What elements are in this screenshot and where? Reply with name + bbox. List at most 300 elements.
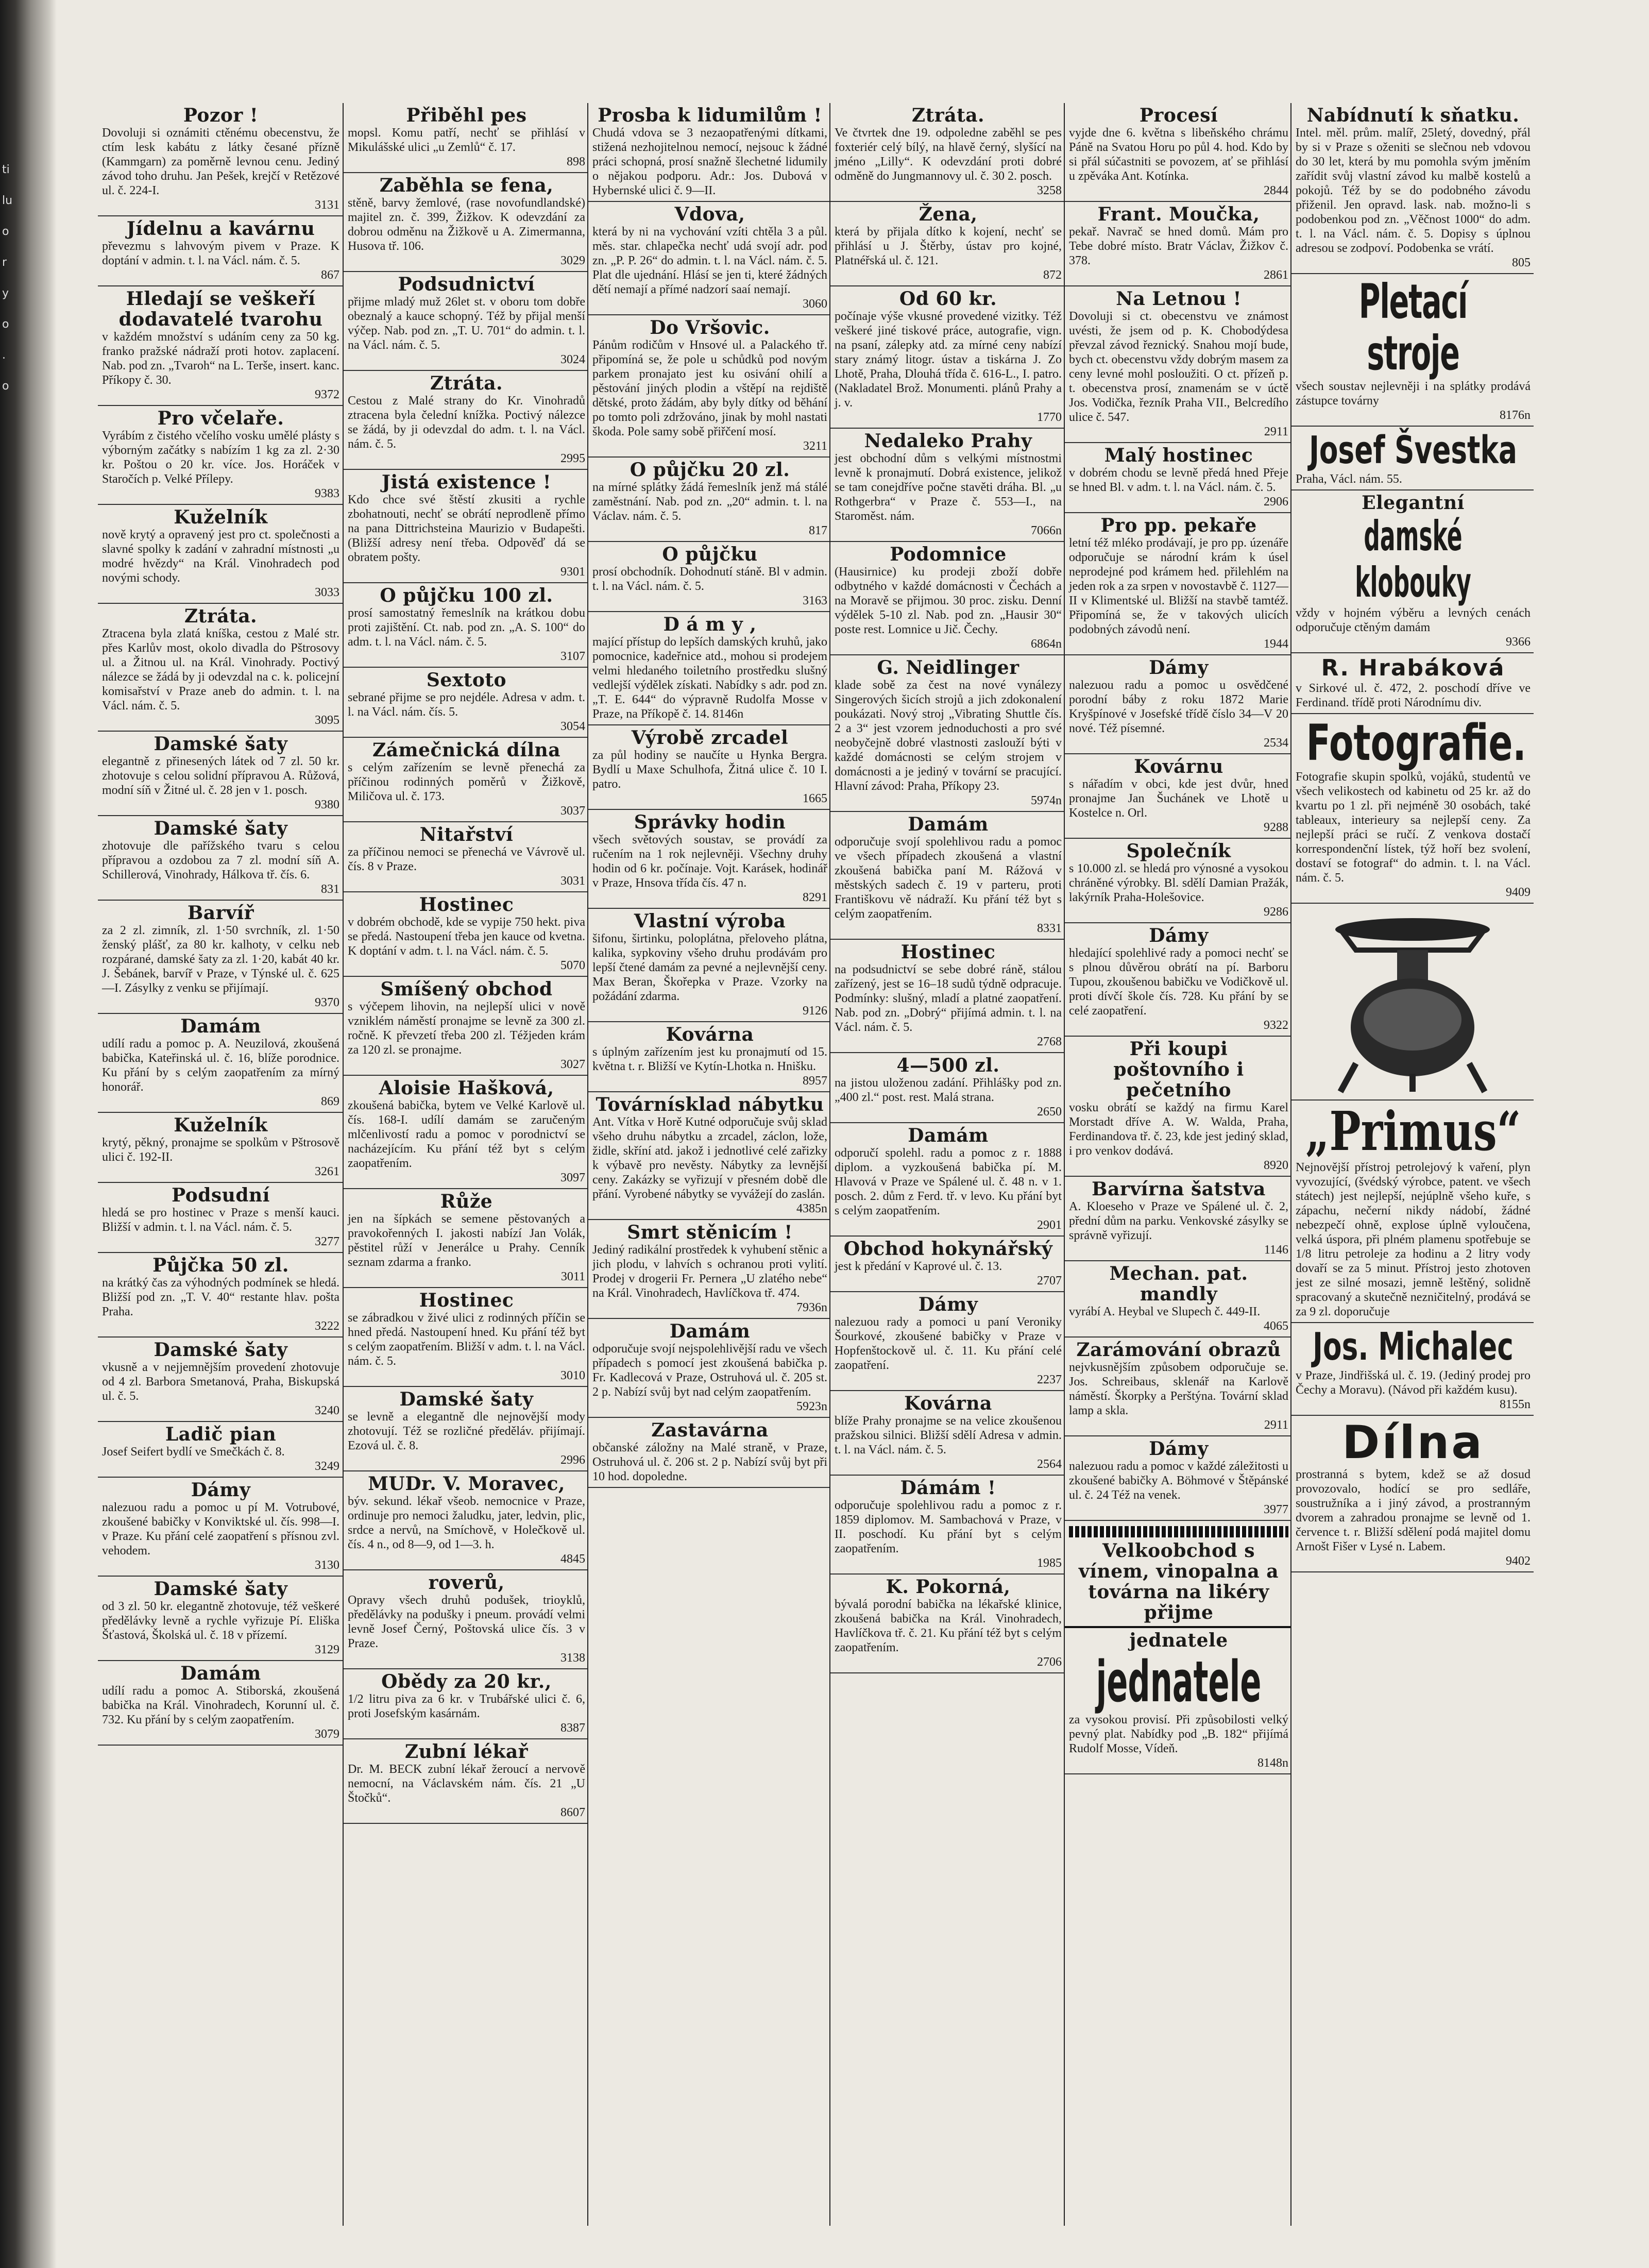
ad-heading: Damské šaty bbox=[154, 818, 288, 839]
ad-reference-number: 3258 bbox=[1037, 184, 1062, 197]
ad-reference-number: 8607 bbox=[560, 1806, 585, 1819]
classified-ad bbox=[830, 1391, 1065, 1476]
ad-reference-number: 8148n bbox=[1257, 1756, 1288, 1770]
ad-reference-number: 9301 bbox=[560, 565, 585, 579]
ad-reference-number: 1944 bbox=[1264, 637, 1288, 651]
ad-heading: Damám bbox=[908, 814, 989, 835]
ad-column-5 bbox=[1064, 103, 1291, 2226]
classified-ad bbox=[98, 1113, 343, 1183]
classified-ad bbox=[588, 1418, 830, 1488]
ad-heading: Barvírna šatstva bbox=[1092, 1178, 1266, 1200]
ad-body: Dr. M. BECK zubní lékař žeroucí a nervově nemocní, na Václavském nám. čís. 21 „U Štočků“. bbox=[348, 1763, 585, 1805]
ad-heading: Smrt stěnicím ! bbox=[627, 1222, 793, 1243]
ad-heading: Kovárna bbox=[904, 1393, 992, 1414]
ad-heading: Dámy bbox=[1149, 1438, 1209, 1460]
classified-ad bbox=[588, 1319, 830, 1418]
classified-ad bbox=[830, 940, 1065, 1053]
ad-heading: Obchod hokynářský bbox=[843, 1238, 1053, 1260]
ad-reference-number: 9126 bbox=[803, 1004, 827, 1018]
ad-body: Ve čtvrtek dne 19. odpoledne zaběhl se pes foxteriér celý bílý, na hlavě černý, slyšící na jméno „Lilly“. K odevzdání proti dobré odměně do Jungmannovy ul. č. 30 2. posch. bbox=[835, 126, 1062, 183]
ad-reference-number: 8176n bbox=[1500, 409, 1531, 422]
ad-body: občanské záložny na Malé straně, v Praze, Ostruhová ul. č. 206 st. 2 p. Nabízí svůj byt při 10 hod. dopoledne. bbox=[592, 1441, 827, 1483]
classified-ad bbox=[98, 286, 343, 406]
classified-ad bbox=[588, 810, 830, 909]
ad-body: zhotovuje dle pařížského tvaru s celou přípravou a ozdobou za 7 zl. modní síň A. Schillerová, Vinohrady, Hálkova tř. čís. 6. bbox=[102, 839, 339, 882]
ad-reference-number: 8957 bbox=[803, 1074, 827, 1088]
ad-reference-number: 9366 bbox=[1506, 635, 1531, 649]
ad-body: odporučí spolehl. radu a pomoc z r. 1888 diplom. a vyzkoušená babička pí. M. Hlavová v Praze ve Spálené ul. č. 48 n. v 1. posch. 2. dům z Ferd. tř. v levo. Ku přání byt s celým zaopatřením. bbox=[835, 1146, 1062, 1217]
ad-body: Intel. měl. prům. malíř, 25letý, dovedný, přál by si v Praze s oženiti se slečnou neb vdovou do 30 let, která by mu pomohla svým jměním zařídit svůj vlastní závod ku malbě kostelů a pokojů. Též by se do podobného závodu přiženil. Jen opravd. lask. nab. možno-li s podobenkou pod zn. „Věčnost 1000“ do adm. t. l. na Václ. nám. č. 5. Dopisy s úplnou adresou se zodpoví. Podobenka se vrátí. bbox=[1296, 126, 1531, 255]
classified-ad bbox=[98, 1577, 343, 1661]
classified-ad bbox=[588, 542, 830, 612]
ad-body: prosí samostatný řemeslník na krátkou dobu proti zajištění. Ct. nab. pod zn. „A. S. 100“ do adm. t. l. na Václ. nám. č. 5. bbox=[348, 606, 585, 649]
ad-body: s úplným zařízením jest ku pronajmutí od 15. května t. r. Bližší ve Kytín-Lhotka n. Hnišku. bbox=[592, 1045, 827, 1073]
classified-ad bbox=[830, 1053, 1065, 1123]
ad-body: na podsudnictví se sebe dobré ráně, stálou zařízený, jest se 16–18 sudů týdně odpracuje. Podmínky: slušný, mladí a platné zaopatření. Nab. pod zn. „Dobrý“ přijímá admin. t. l. na Václ. nám. č. 5. bbox=[835, 963, 1062, 1034]
ad-reference-number: 9286 bbox=[1264, 905, 1288, 919]
classified-ad bbox=[1291, 1416, 1534, 1572]
ad-reference-number: 3031 bbox=[560, 874, 585, 888]
classified-ad bbox=[1065, 1261, 1291, 1338]
ad-heading: Pro pp. pekaře bbox=[1100, 515, 1257, 536]
ad-heading: Damám bbox=[669, 1321, 751, 1342]
ad-reference-number: 3027 bbox=[560, 1058, 585, 1071]
classified-ad bbox=[1065, 1338, 1291, 1436]
ad-heading: O půjčku 100 zl. bbox=[380, 585, 553, 606]
ad-reference-number: 869 bbox=[321, 1095, 339, 1108]
ad-heading: Dámy bbox=[1149, 657, 1209, 679]
ad-heading: Dámy bbox=[1149, 925, 1209, 946]
ad-heading: Mechan. pat. mandly bbox=[1109, 1263, 1248, 1305]
ad-heading: Kuželník bbox=[174, 1114, 268, 1136]
ad-body: Dovoluji si ct. obecenstvu ve známost uvésti, že jsem od p. K. Chobodýdesa převzal závod řeznický. Snahou mojí bude, bych ct. obecenstvu vždy dobrým masem za ceny levné mohl posloužiti. O ct. přízeň p. t. obecenstva prosí, znamenám se v úctě Jos. Vodička, řezník Praha VII., Belcredího ulice č. 547. bbox=[1069, 310, 1288, 424]
ad-reference-number: 2237 bbox=[1037, 1373, 1062, 1386]
ad-heading: Ztráta. bbox=[430, 373, 503, 394]
ad-body: Josef Seifert bydlí ve Smečkách č. 8. bbox=[102, 1445, 285, 1459]
ad-heading: Kovárna bbox=[666, 1024, 754, 1045]
ad-heading: Hledají se veškeří dodavatelé tvarohu bbox=[118, 288, 323, 330]
classified-ad bbox=[98, 901, 343, 1014]
ad-reference-number: 3211 bbox=[803, 439, 827, 453]
ad-column-6 bbox=[1290, 103, 1534, 2226]
ad-heading: Prosba k lidumilům ! bbox=[598, 105, 822, 126]
ad-body: vždy v hojném výběru a levných cenách odporučuje ctěným damám bbox=[1296, 606, 1531, 634]
ad-heading: Půjčka 50 zl. bbox=[152, 1255, 289, 1276]
ad-display-heading: Jos. Michalec bbox=[1313, 1325, 1514, 1369]
ad-reference-number: 9370 bbox=[315, 996, 339, 1009]
ad-heading: O půjčku bbox=[662, 544, 758, 565]
ad-body: na krátký čas za výhodných podmínek se hledá. Bližší pod zn. „T. V. 40“ restante hlav. pošta Praha. bbox=[102, 1276, 339, 1318]
ad-body: blíže Prahy pronajme se na velice zkoušenou pražskou silnici. Bližší sdělí Adresa v admin. t. l. na Václ. nám. č. 5. bbox=[835, 1414, 1062, 1457]
ad-reference-number: 9402 bbox=[1506, 1554, 1531, 1568]
ad-heading: Obědy za 20 kr., bbox=[381, 1671, 552, 1692]
ad-reference-number: 3011 bbox=[560, 1270, 585, 1283]
ad-display-heading: Dílna bbox=[1342, 1416, 1484, 1469]
classified-ad bbox=[588, 458, 830, 542]
classified-ad bbox=[1065, 202, 1291, 286]
ad-body: vyrábí A. Heybal ve Slupech č. 449-II. bbox=[1069, 1305, 1261, 1318]
ad-heading: Podsudnictví bbox=[398, 274, 535, 295]
ad-body: A. Kloeseho v Praze ve Spálené ul. č. 2, přední dům na parku. Venkovské zásylky se správně vyřizují. bbox=[1069, 1200, 1288, 1242]
classified-ad bbox=[344, 892, 588, 977]
classified-ad bbox=[1291, 103, 1534, 274]
ad-display-heading: Pletací stroje bbox=[1358, 274, 1468, 381]
classified-ad bbox=[588, 315, 830, 458]
ad-body: za 2 zl. zimník, zl. 1·50 svrchník, zl. 1·50 ženský plášť, za 80 kr. kalhoty, v celku neb rozpárané, damské šaty za zl. 1·20, kabát 40 kr. J. Šebánek, barvíř v Praze, v Týnské ul. č. 625—I. Zásylky z venku se přijímají. bbox=[102, 924, 339, 995]
classified-ad bbox=[1291, 427, 1534, 490]
ad-heading: Zastavárna bbox=[651, 1419, 769, 1441]
ad-heading: Společník bbox=[1126, 840, 1231, 862]
classified-ad bbox=[1065, 1436, 1291, 1521]
ad-reference-number: 4065 bbox=[1264, 1319, 1288, 1333]
ad-body: klade sobě za čest na nové vynálezy Singerových šicích strojů a jich zdokonalení poukázati. Nový stroj „Vibrating Shuttle čís. 2 a 3“ jest vzorem jednoduchosti a pro své neobyčejně dobré vlastnosti zaslouží býti v každé domácnosti se celým strojem v domácnosti a je jediný v tovární se pracující. Hlavní závod: Praha, Příkopy 23. bbox=[835, 679, 1062, 793]
ad-body: hledající spolehlivé rady a pomoci nechť se s plnou důvěrou obrátí na pí. Barboru Tupou, zkoušenou babičku ve Vodičkově ul. proti dívčí škole čís. 728. Ku přání by se celé zaopatření. bbox=[1069, 946, 1288, 1018]
ad-reference-number: 2995 bbox=[560, 452, 585, 465]
classified-ad bbox=[98, 1422, 343, 1478]
ad-reference-number: 3240 bbox=[315, 1404, 339, 1417]
ad-body: krytý, pěkný, pronajme se spolkům v Pštrosově ulici č. 192-II. bbox=[102, 1136, 339, 1164]
ad-reference-number: 3060 bbox=[803, 297, 827, 311]
ad-reference-number: 3277 bbox=[315, 1235, 339, 1248]
ad-heading: Damám bbox=[908, 1125, 989, 1146]
classified-ad bbox=[1065, 1628, 1291, 1774]
classified-ad bbox=[344, 583, 588, 668]
ad-heading: K. Pokorná, bbox=[886, 1576, 1011, 1598]
ad-body: jest k předání v Kaprové ul. č. 13. bbox=[835, 1260, 1002, 1273]
ad-body: Kdo chce své štěstí zkusiti a rychle zbohatnouti, nechť se obrátí neprodleně přímo na pana Dittrichsteina Maurizio v Budapešti. (Bližší adresy není třeba. Odpověď dá se obratem pošty. bbox=[348, 493, 585, 564]
ad-reference-number: 3129 bbox=[315, 1643, 339, 1656]
gutter-edge-marks: ti lu o r y o . o bbox=[2, 163, 13, 393]
ad-column-2 bbox=[343, 103, 588, 2226]
classified-ad bbox=[1291, 490, 1534, 653]
ad-heading: Hostinec bbox=[419, 894, 514, 916]
classified-ad bbox=[344, 103, 588, 173]
ad-body: odporučuje svojí nejspolehlivější radu ve všech případech s pomocí jest zkoušená babička p. Fr. Kadlecová v Praze, Ostruhová ul. č. 205 st. 2 p. Nabízí svůj byt nad celým zaopatřením. bbox=[592, 1342, 827, 1399]
ad-reference-number: 3249 bbox=[315, 1460, 339, 1473]
ad-body: Dovoluji si oznámiti ctěnému obecenstvu, že ctím lesk kabátu z látky česané přízně (Kammgarn) za poměrně levnou cenu. Jediný závod toho druhu. Jan Pešek, krejčí v Retězové ul. č. 224-I. bbox=[102, 126, 339, 197]
ad-heading: D á m y , bbox=[663, 614, 757, 635]
ad-body: pekař. Navrač se hned domů. Mám pro Tebe dobré místo. Bratr Václav, Žižkov č. 378. bbox=[1069, 225, 1288, 267]
ad-heading: Přiběhl pes bbox=[406, 105, 527, 126]
classified-ad bbox=[1065, 443, 1291, 513]
classified-ad bbox=[830, 542, 1065, 655]
classified-ad bbox=[830, 202, 1065, 286]
ad-body: vosku obrátí se každý na firmu Karel Morstadt dříve A. W. Walda, Praha, Ferdinandova tř. č. 23, kde jest jediný sklad, i pro venkov dodává. bbox=[1069, 1101, 1288, 1158]
ad-reference-number: 3977 bbox=[1264, 1503, 1288, 1516]
classified-ad bbox=[344, 822, 588, 892]
ad-body: s celým zařízením se levně přenechá za příčinou rodinných poměrů v Žižkově, Miličova ul. č. 173. bbox=[348, 761, 585, 803]
ad-column-3 bbox=[587, 103, 830, 2226]
classified-ad bbox=[1291, 1101, 1534, 1323]
classified-ad bbox=[1291, 653, 1534, 714]
ad-heading: Správky hodin bbox=[634, 811, 786, 833]
ad-body: s nářadím v obci, kde jest dvůr, hned pronajme Jan Šuchánek ve Lhotě u Kostelce n. Orl. bbox=[1069, 777, 1288, 820]
ad-heading: Barvíř bbox=[187, 902, 254, 924]
ad-body: nalezuou radu a pomoc v každé záležitosti u zkoušené babičky A. Böhmové v Štěpánské ul. č. 24 Též na venek. bbox=[1069, 1460, 1288, 1502]
ad-heading: Žena, bbox=[919, 204, 978, 225]
ad-body: nalezuou rady a pomoci u paní Veroniky Šourkové, zkoušené babičky v Praze v Hopfenštockově ul. č. 11. Ku přání celé zaopatření. bbox=[835, 1315, 1062, 1372]
ad-reference-number: 9409 bbox=[1506, 886, 1531, 899]
ad-body: převezmu s lahvovým pivem v Praze. K doptání v admin. t. l. na Václ. nám. č. 5. bbox=[102, 240, 339, 267]
classified-ad bbox=[830, 812, 1065, 940]
ad-display-heading: damské klobouky bbox=[1355, 512, 1471, 606]
ad-body: hledá se pro hostinec v Praze s menší kauci. Bližší v admin. t. l. na Václ. nám. č. 5. bbox=[102, 1206, 339, 1234]
classified-ad bbox=[588, 909, 830, 1022]
classified-ad bbox=[830, 655, 1065, 812]
ad-display-heading: jednatele bbox=[1096, 1649, 1262, 1715]
ad-body: jen na šípkách se semene pěstovaných a pravokořenných I. jakosti nabízí Jan Volák, pěstitel růží v Jenerálce u Prahy. Cenník seznam zdarma a franko. bbox=[348, 1212, 585, 1269]
ad-body: nalezuou radu a pomoc u osvědčené porodní báby z roku 1872 Marie Kryšpínové v Josefské třídě číslo 34—V 20 nové. Též písemné. bbox=[1069, 679, 1288, 735]
ad-reference-number: 3130 bbox=[315, 1559, 339, 1572]
classified-ad bbox=[1065, 839, 1291, 923]
classified-ad bbox=[98, 1253, 343, 1338]
classified-ad bbox=[344, 977, 588, 1076]
classified-ad bbox=[344, 1387, 588, 1471]
ad-reference-number: 3033 bbox=[315, 586, 339, 599]
ad-body: odporučuje spolehlivou radu a pomoc z r. 1859 diplomov. M. Sambachová v Praze, v II. poschodí. Ku přání byt s celým zaopatřením. bbox=[835, 1499, 1062, 1555]
ad-body: která by přijala dítko k kojení, nechť se přihlásí u J. Štěrby, ústav pro kojné, Platnéřská ul. č. 121. bbox=[835, 225, 1062, 267]
ad-reference-number: 9380 bbox=[315, 798, 339, 811]
ad-heading: Růže bbox=[440, 1191, 493, 1212]
ad-reference-number: 2706 bbox=[1037, 1655, 1062, 1669]
classified-ad bbox=[344, 1570, 588, 1669]
ad-heading: Damské šaty bbox=[154, 1339, 288, 1361]
ad-heading: Od 60 kr. bbox=[899, 288, 997, 310]
classified-ad bbox=[830, 1476, 1065, 1575]
classified-ad bbox=[1065, 1177, 1291, 1261]
classified-ad bbox=[1291, 1323, 1534, 1416]
ad-heading: Damám bbox=[180, 1663, 261, 1684]
ad-body: se zábradkou v živé ulici z rodinných příčin se hned předá. Nastoupení hned. Ku přání též byt s celým zaopatřením. Bližší v adm. t. l. na Václ. nám. č. 5. bbox=[348, 1311, 585, 1368]
ad-body: jest obchodní dům s velkými místnostmi levně k pronajmutí. Dobrá existence, jelikož se tam conejdříve počne stavěti dráha. Bl. „u Rothgerbra“ v Praze č. 553—I., na Staroměst. nám. bbox=[835, 452, 1062, 523]
classified-ad bbox=[98, 1661, 343, 1746]
ad-reference-number: 2911 bbox=[1264, 425, 1288, 438]
ad-reference-number: 8155n bbox=[1500, 1398, 1531, 1411]
ad-body: Jediný radikální prostředek k vyhubení stěnic a jich plodu, v lahvích s ochranou proti vylití. Prodej v drogerii Fr. Pernera „U zlatého nebe“ na Král. Vinohradech, Havlíčkova tř. 474. bbox=[592, 1243, 827, 1300]
ad-heading: Nedaleko Prahy bbox=[864, 430, 1032, 452]
ad-heading: Vdova, bbox=[674, 204, 745, 225]
ad-heading: Nitařství bbox=[419, 824, 514, 845]
ad-reference-number: 831 bbox=[321, 883, 339, 896]
ad-body: Praha, Václ. nám. 55. bbox=[1296, 472, 1402, 486]
ad-body: vkusně a v nejjemnějším provedení zhotovuje od 4 zl. Barbora Smetanová, Praha, Biskupská ul. č. 5. bbox=[102, 1361, 339, 1403]
ad-heading: Damské šaty bbox=[154, 733, 288, 755]
classified-ad bbox=[98, 816, 343, 901]
ad-body: 1/2 litru piva za 6 kr. v Trubářské ulici č. 6, proti Josefským kasárnám. bbox=[348, 1692, 585, 1720]
ad-heading: Sextoto bbox=[426, 669, 507, 691]
ad-reference-number: 8331 bbox=[1037, 922, 1062, 935]
classified-ad bbox=[344, 173, 588, 272]
ad-reference-number: 3131 bbox=[315, 198, 339, 212]
ad-reference-number: 7936n bbox=[796, 1301, 827, 1314]
ad-body: na jistou uloženou zadání. Přihlášky pod zn. „400 zl.“ post. rest. Malá strana. bbox=[835, 1076, 1062, 1104]
ad-body: se levně a elegantně dle nejnovější mody zhotovují. Též se rozličné předěláv. přijímají. Ezová ul. č. 8. bbox=[348, 1410, 585, 1452]
ad-reference-number: 3222 bbox=[315, 1319, 339, 1333]
classified-ad bbox=[344, 1471, 588, 1570]
ad-reference-number: 2996 bbox=[560, 1453, 585, 1467]
ad-body: letní též mléko prodávají, je pro pp. úzenáře odporučuje se národní krám k úsel neprodejné pod krámem hed. přilehlém na jeden rok a za srpen v novostavbě č. 1127—II v Klimentské ul. Bližší na stavbě tamtéž. Připomíná se, že v takových ulicích podobných závodů není. bbox=[1069, 536, 1288, 636]
ad-body: zkoušená babička, bytem ve Velké Karlově ul. čís. 168-I. udílí damám se zaručeným mlčenlivostí radu a pomoc v porodnictví se nacházejícím. Ku přání též byt s celým zaopatřením. bbox=[348, 1099, 585, 1170]
ad-body: od 3 zl. 50 kr. elegantně zhotovuje, též veškeré předělávky levně a rychle vyřizuje Pí. Eliška Šťastová, Školská ul. č. 18 v přízemí. bbox=[102, 1600, 339, 1642]
classified-ad bbox=[1065, 1037, 1291, 1177]
ad-reference-number: 8291 bbox=[803, 891, 827, 904]
ad-reference-number: 805 bbox=[1512, 256, 1531, 269]
ad-heading: Na Letnou ! bbox=[1116, 288, 1242, 310]
ad-heading: MUDr. V. Moravec, bbox=[368, 1473, 565, 1495]
ad-reference-number: 3138 bbox=[560, 1651, 585, 1665]
ad-display-heading: R. Hrabáková bbox=[1321, 655, 1505, 681]
ad-heading: Smíšený obchod bbox=[380, 978, 553, 1000]
ad-reference-number: 3037 bbox=[560, 804, 585, 818]
ad-body: mopsl. Komu patří, nechť se přihlásí v Mikulášské ulici „u Zemlů“ č. 17. bbox=[348, 126, 585, 154]
ad-body: bývalá porodní babička na lékařské klinice, zkoušená babička na Král. Vinohradech, Havlíčkova tř. č. 21. Ku přání též byt s celým zaopatřením. bbox=[835, 1598, 1062, 1654]
ad-heading: Jídelnu a kavárnu bbox=[126, 218, 315, 240]
ad-reference-number: 898 bbox=[567, 155, 585, 168]
ad-reference-number: 3095 bbox=[315, 714, 339, 727]
ad-body: šifonu, širtinku, poloplátna, přeloveho plátna, kalika, sypkoviny všeho druhu prodávám pro lepší čtené damám za pevné a nejlevnější ceny. Max Beran, Škořepka v Praze. Vzorky na požádání zdarma. bbox=[592, 932, 827, 1003]
ad-reference-number: 2844 bbox=[1264, 184, 1288, 197]
ad-column-4 bbox=[829, 103, 1065, 2226]
ad-heading: Při koupi poštovního i pečetního bbox=[1113, 1038, 1244, 1101]
classified-ad bbox=[1291, 274, 1534, 427]
ad-heading: jednatele bbox=[1129, 1630, 1228, 1651]
ad-heading: Podsudní bbox=[172, 1184, 270, 1206]
ad-reference-number: 872 bbox=[1043, 268, 1062, 282]
classified-ad bbox=[344, 272, 588, 371]
ad-reference-number: 6864n bbox=[1031, 637, 1062, 651]
ad-body: sebrané přijme se pro nejdéle. Adresa v adm. t. l. na Václ. nám. čís. 5. bbox=[348, 691, 585, 719]
classified-ad bbox=[98, 103, 343, 216]
ad-heading: Dámy bbox=[918, 1294, 978, 1315]
ad-body: Ant. Vítka v Horě Kutné odporučuje svůj sklad všeho druhu nábytku a zrcadel, záclon, lože, židle, skříní atd. jakož i jednotlivé celé zařizky k výbavě pro nevěsty. Nábytky za levnější ceny. Zakázky se vyřizují v přesném době dle přání. Vyrobené nábytky se vyvážejí do zaslán. bbox=[592, 1115, 827, 1201]
ad-reference-number: 3054 bbox=[560, 720, 585, 733]
ad-body: stěně, barvy žemlové, (rase novofundlandské) majitel zn. č. 399, Žižkov. K odevzdání za dobrou odměnu na Žižkově u A. Zimermanna, Husova tř. 106. bbox=[348, 196, 585, 253]
classified-ad bbox=[830, 429, 1065, 542]
ad-body: Ztracena byla zlatá kníška, cestou z Malé str. přes Karlův most, okolo divadla do Pštrosovy ul. a Žitnou ul. na Král. Vinohrady. Poctivý nálezce se žádá by ji odevzdal na c. k. policejní komisařství v Praze aneb do admin. t. l. na Václ. nám. č. 5. bbox=[102, 627, 339, 713]
ad-body: Fotografie skupin spolků, vojáků, studentů ve všech velikostech od kabinetu od 25 kr. až do kvartu po 1 zl. při nejméně 30 osobách, také tableaux, interieury sa nejlepší ceny. Za nejlepší práci se ručí. Z venkova dostačí korrespondenční lístek, týž hoří bez svolení, dostaví se fotograf“ do admin. t. l. na Václ. nám. č. 5. bbox=[1296, 770, 1531, 885]
classified-ad bbox=[344, 1076, 588, 1189]
ad-reference-number: 2534 bbox=[1264, 736, 1288, 750]
ad-body: přijme mladý muž 26let st. v oboru tom dobře obeznalý a kauce schopný. Též by přijal menší výčep. Nab. pod zn. „T. U. 701“ do admin. t. l. na Václ. nám. č. 5. bbox=[348, 295, 585, 352]
ad-heading: Aloisie Hašková, bbox=[379, 1077, 554, 1099]
classified-ad bbox=[98, 604, 343, 732]
ad-heading: Hostinec bbox=[900, 941, 996, 963]
classified-ad bbox=[1065, 655, 1291, 754]
ad-reference-number: 9322 bbox=[1264, 1019, 1288, 1032]
ad-reference-number: 3079 bbox=[315, 1728, 339, 1741]
ad-reference-number: 2911 bbox=[1264, 1418, 1288, 1432]
ad-heading: Ztráta. bbox=[184, 605, 258, 627]
classified-ad bbox=[1065, 103, 1291, 202]
classified-ad bbox=[344, 1189, 588, 1288]
ad-reference-number: 3163 bbox=[803, 594, 827, 607]
ad-reference-number: 2768 bbox=[1037, 1035, 1062, 1048]
ad-body: všech světových soustav, se provádí za ručením na 1 rok nejlevněji. Všechny druhy hodin od 6 kr. počínaje. Vojt. Karásek, hodinář v Praze, Hnsova třída čís. 47 n. bbox=[592, 833, 827, 890]
ad-heading: Zámečnická dílna bbox=[372, 739, 561, 761]
classified-ad bbox=[98, 1014, 343, 1113]
ad-reference-number: 2906 bbox=[1264, 495, 1288, 509]
ad-body: za příčinou nemoci se přenechá ve Vávrově ul. čís. 8 v Praze. bbox=[348, 845, 585, 873]
classified-ad bbox=[830, 1123, 1065, 1237]
classified-ad bbox=[1065, 923, 1291, 1037]
ad-column-1 bbox=[98, 103, 343, 2226]
classified-ad bbox=[1065, 754, 1291, 839]
ad-heading: Damské šaty bbox=[154, 1578, 288, 1600]
ad-body: nově krytý a opravený jest pro ct. společnosti a slavné spolky k zadání v zahradní místnosti „u modré hvězdy“ na Král. Vinohradech pod novými schody. bbox=[102, 528, 339, 585]
ad-heading: Výrobě zrcadel bbox=[631, 727, 789, 749]
classified-ad bbox=[588, 1220, 830, 1319]
ad-heading: Dámy bbox=[191, 1479, 251, 1501]
ad-body: za půl hodiny se naučíte u Hynka Bergra. Bydlí u Maxe Schulhofa, Žitná ulice č. 10 I. patro. bbox=[592, 749, 827, 791]
ad-reference-number: 1770 bbox=[1037, 411, 1062, 424]
classified-ad bbox=[344, 1669, 588, 1739]
ad-heading: Ztráta. bbox=[911, 105, 985, 126]
ad-body: prostranná s bytem, kdež se až dosud provozovalo, hodící se pro sedláře, soustružníka a i jiný závod, a prostranným dvorem a zahradou pronajme se levně od 1. července t. r. Bližší sdělení podá majitel domu Arnošt Fišer v Lysé n. Labem. bbox=[1296, 1468, 1531, 1553]
classified-ad bbox=[344, 1288, 588, 1387]
ad-body: nalezuou radu a pomoc u pí M. Votrubové, zkoušené babičky v Konviktské ul. čís. 998—I. v Praze. Ku přání celé zaopatření s přísnou zvl. vehodem. bbox=[102, 1501, 339, 1558]
classified-ad bbox=[830, 286, 1065, 429]
ad-body: Opravy všech druhů podušek, trioyklů, předělávky na podušky i pneum. provádí velmi levně Josef Černý, Poštovská ulice čís. 3 v Praze. bbox=[348, 1594, 585, 1650]
ad-heading: Malý hostinec bbox=[1104, 445, 1253, 466]
ad-body: Vyrábím z čistého včelího vosku umělé plásty s výborným začátky s nabízím 1 kg za zl. 2·30 kr. Poštou o 20 kr. více. Jos. Horáček v Staročích p. Velké Přílepy. bbox=[102, 429, 339, 486]
ad-reference-number: 5974n bbox=[1031, 794, 1062, 807]
ad-rule-band bbox=[1069, 1526, 1288, 1537]
classified-ad bbox=[588, 725, 830, 810]
ad-body: (Hausirnice) ku prodeji zboží dobře odbytného v každé domácnosti v Čechách a na Moravě se přijmou. 30 proc. zisku. Denní výdělek 5-10 zl. Nab. pod zn. „Hausir 30“ poste rest. Lomnice u Jič. Čechy. bbox=[835, 565, 1062, 636]
ad-reference-number: 2707 bbox=[1037, 1274, 1062, 1288]
ad-reference-number: 1665 bbox=[803, 792, 827, 805]
ad-heading: roverů, bbox=[428, 1572, 505, 1594]
ad-heading: Ladič pian bbox=[165, 1424, 277, 1445]
ad-heading: Podomnice bbox=[890, 544, 1007, 565]
ad-body: která by ni na vychování vzíti chtěla 3 a půl. měs. star. chlapečka nechť udá svojí adr. pod zn. „P. P. 26“ do admin. t. l. na Václ. nám. č. 5. Plat dle ujednání. Hlásí se jen ti, které žádných dětí nemají a přímé nadzorí saaí nemají. bbox=[592, 225, 827, 296]
ad-heading: G. Neidlinger bbox=[877, 657, 1019, 679]
ad-reference-number: 3261 bbox=[315, 1165, 339, 1178]
primus-stove-illustration bbox=[1291, 904, 1534, 1101]
ad-reference-number: 3024 bbox=[560, 353, 585, 366]
ad-heading: Velkoobchod s vínem, vinopalna a továrna na likéry přijme bbox=[1078, 1540, 1279, 1623]
classified-ad bbox=[98, 1183, 343, 1253]
ad-reference-number: 1985 bbox=[1037, 1556, 1062, 1570]
ad-display-heading: Fotografie. bbox=[1306, 714, 1526, 772]
ad-heading: Kovárnu bbox=[1134, 756, 1223, 777]
ad-heading: Vlastní výroba bbox=[634, 910, 786, 932]
ad-heading: Pro včelaře. bbox=[157, 408, 284, 429]
ad-reference-number: 2861 bbox=[1264, 268, 1288, 282]
ad-body: v každém množství s udáním ceny za 50 kg. franko pražské nádraží proti hotov. zaplacení. Nab. pod zn. „Tvaroh“ na L. Terše, insert. kanc. Příkopy č. 30. bbox=[102, 330, 339, 387]
classified-ad bbox=[344, 470, 588, 583]
ad-body: udílí radu a pomoc A. Stiborská, zkoušená babička na Král. Vinohradech, Korunní ul. č. 732. Ku přání by s celým zaopatřením. bbox=[102, 1684, 339, 1727]
ad-body: v Praze, Jindřišská ul. č. 19. (Jediný prodej pro Čechy a Moravu). (Návod při každém kusu). bbox=[1296, 1369, 1531, 1397]
classified-ad bbox=[98, 1478, 343, 1577]
ad-reference-number: 2564 bbox=[1037, 1458, 1062, 1471]
ad-heading: Procesí bbox=[1139, 105, 1218, 126]
ad-body: Nejnovější přístroj petrolejový k vaření, plyn vyvozující, (švédský výrobce, patent. ve všech státech) jest nejlepší, nejúplně všeho kuře, s zápachu, nečerní nikdy nádobí, žádné nebezpečí ohně, explose úplně vyloučena, velká úspora, při plném plamenu spotřebuje se 1/8 litru petroleje za hodinu a 2 litry vody dovaří se za 5 minut. Přístroj jesto zhotoven jest ze silné mosazi, jemně leštěný, solidně spracovaný a skutečně nezničitelný, prodává se za 9 zl. doporučuje bbox=[1296, 1161, 1531, 1318]
ad-heading: Damské šaty bbox=[399, 1389, 534, 1410]
ad-heading: Továrnísklad nábytku bbox=[596, 1094, 824, 1115]
primus-stove-icon bbox=[1320, 909, 1505, 1094]
classified-ad bbox=[588, 103, 830, 202]
classified-ad bbox=[830, 1575, 1065, 1673]
ad-heading: Zubní lékař bbox=[404, 1741, 529, 1763]
ad-body: všech soustav nejlevněji i na splátky prodává zástupce továrny bbox=[1296, 380, 1531, 408]
ad-reference-number: 9372 bbox=[315, 388, 339, 401]
ad-heading: Do Vršovic. bbox=[650, 317, 770, 338]
classified-ad bbox=[344, 1739, 588, 1824]
ad-reference-number: 2650 bbox=[1037, 1105, 1062, 1119]
ad-body: Chudá vdova se 3 nezaopatřenými dítkami, stižená nezhojitelnou nemocí, nejsouc k žádné práci schopná, prosí snažně šlechetné lidumily o nějakou podporu. Adr.: Jos. Dubová v Hybernské ulici č. 9—II. bbox=[592, 126, 827, 197]
classified-ad bbox=[1291, 714, 1534, 904]
